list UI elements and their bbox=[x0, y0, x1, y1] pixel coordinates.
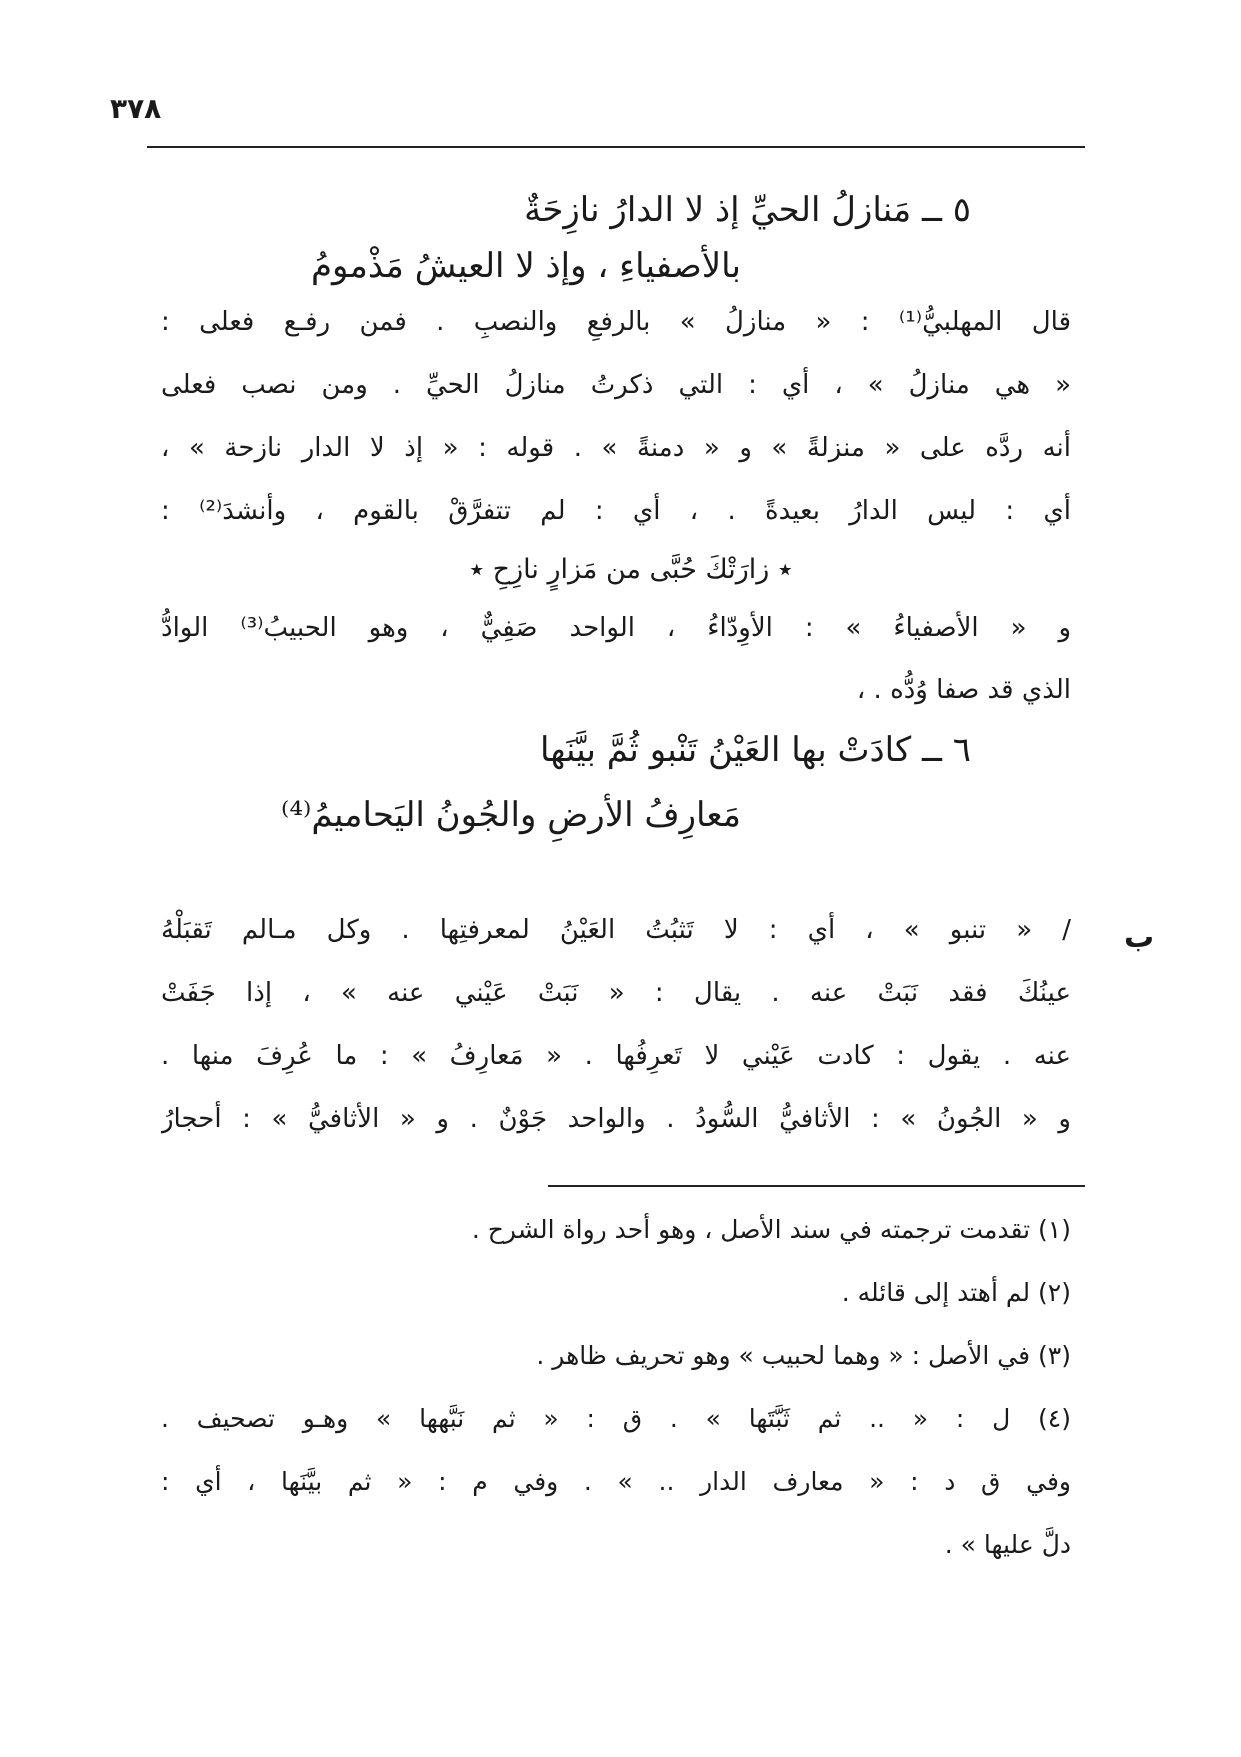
commentary-line: قال المهلبيُّ⁽¹⁾ : « منازلُ » بالرفعِ والنصبِ . فمن رفـع فعلى : bbox=[161, 307, 1071, 337]
commentary-line: و « الأصفياءُ » : الأوِدّاءُ ، الواحد صَفِيٌّ ، وهو الحبيبُ⁽³⁾ الوادُّ bbox=[161, 613, 1071, 643]
commentary-line: و « الجُونُ » : الأثافيُّ السُّودُ . والواحد جَوْنٌ . و « الأثافيُّ » : أحجارُ bbox=[161, 1104, 1071, 1134]
commentary-line: عنه . يقول : كادت عَيْني لا تَعرِفُها . « مَعارِفُ » : ما عُرِفَ منها . bbox=[161, 1041, 1071, 1071]
commentary-line: أي : ليس الدارُ بعيدةً . ، أي : لم تتفرَّقْ بالقوم ، وأنشدَ⁽²⁾ : bbox=[161, 496, 1071, 526]
page-number: ٣٧٨ bbox=[110, 92, 162, 125]
commentary-line: عينُكَ فقد نَبَتْ عنه . يقال : « نَبَتْ عَيْني عنه » ، إذا جَفَتْ bbox=[161, 978, 1071, 1008]
footnote-4: (٤) ل : « .. ثم ثَبَّتَها » . ق : « ثم نَبَّهها » وهـو تصحيف . bbox=[161, 1404, 1071, 1433]
commentary-line: أنه ردَّه على « منزلةً » و « دمنةً » . قوله : « إذ لا الدار نازحة » ، bbox=[161, 433, 1071, 463]
footnote-4-continued: وفي ق د : « معارف الدار .. » . وفي م : « ثم بيَّنَها ، أي : bbox=[161, 1467, 1071, 1496]
verse-6-hemistich-1: ٦ ــ كادَتْ بها العَيْنُ تَنْبو ثُمَّ بيَّنَها bbox=[539, 730, 971, 770]
footnote-4-continued: دلَّ عليها » . bbox=[944, 1530, 1071, 1559]
quoted-poetry-line: ٭ زارَتْكَ حُبَّى من مَزارٍ نازِحِ ٭ bbox=[469, 554, 793, 585]
footnote-3: (٣) في الأصل : « وهما لحبيب » وهو تحريف ظاهر . bbox=[536, 1341, 1071, 1370]
commentary-line: / « تنبو » ، أي : لا تَثبُتُ العَيْنُ لمعرفتِها . وكل مـالم تَقبَلْهُ bbox=[161, 915, 1071, 945]
verse-6-hemistich-2: مَعارِفُ الأرضِ والجُونُ اليَحاميمُ⁽⁴⁾ bbox=[281, 795, 741, 835]
footnote-2: (٢) لم أهتد إلى قائله . bbox=[841, 1278, 1071, 1307]
footnote-1: (١) تقدمت ترجمته في سند الأصل ، وهو أحد رواة الشرح . bbox=[471, 1215, 1071, 1244]
verse-5-hemistich-2: بالأصفياءِ ، وإذ لا العيشُ مَذْمومُ bbox=[311, 246, 741, 286]
header-rule bbox=[147, 146, 1085, 148]
footnote-rule bbox=[548, 1185, 1085, 1187]
margin-folio-mark: ب bbox=[1124, 920, 1155, 955]
verse-5-hemistich-1: ٥ ــ مَنازلُ الحيِّ إذ لا الدارُ نازِحَةٌ bbox=[524, 190, 971, 230]
commentary-line: الذي قد صفا وُدُّه . ، bbox=[856, 675, 1071, 705]
commentary-line: « هي منازلُ » ، أي : التي ذكرتُ منازلُ الحيِّ . ومن نصب فعلى bbox=[161, 370, 1071, 400]
